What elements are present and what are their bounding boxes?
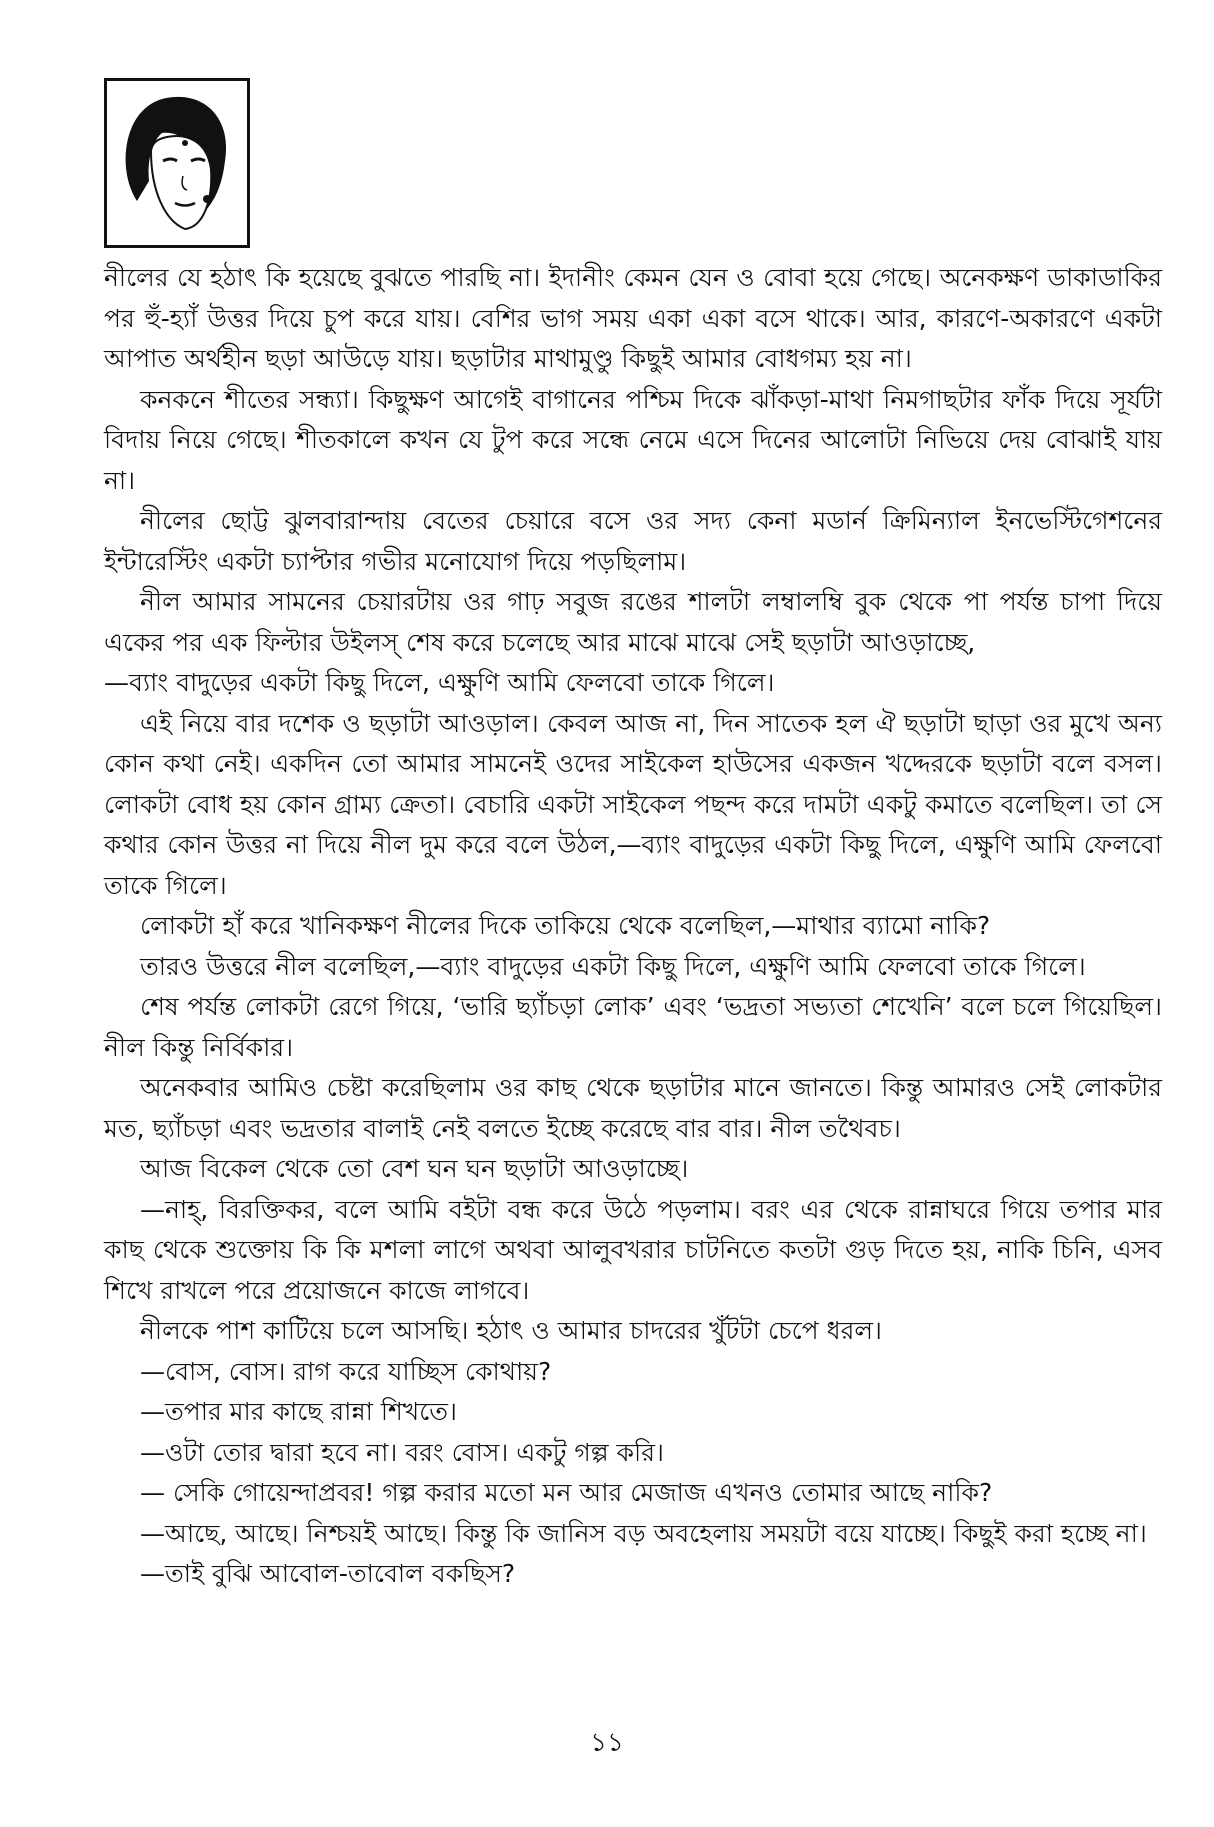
dialogue-line: —বোস, বোস। রাগ করে যাচ্ছিস কোথায়? xyxy=(140,1356,552,1386)
paragraph: তারও উত্তরে নীল বলেছিল,—ব্যাং বাদুড়ের একটা কিছু দিলে, এক্ষুণি আমি ফেলবো তাকে গিলে। xyxy=(140,951,1086,981)
page-number: ১১ xyxy=(590,1728,624,1758)
paragraph: নীল আমার সামনের চেয়ারটায় ওর গাঢ় সবুজ রঙের শালটা লম্বালম্বি বুক থেকে পা পর্যন্ত চাপা দিয়ে একের পর এক ফিল্টার উইলস্ শেষ করে চলেছে আর মাঝে মাঝে সেই ছড়াটা আওড়াচ্ছে, xyxy=(104,587,1162,657)
story-text xyxy=(104,258,1162,1595)
paragraph: কনকনে শীতের সন্ধ্যা। কিছুক্ষণ আগেই বাগানের পশ্চিম দিকে ঝাঁকড়া-মাথা নিমগাছটার ফাঁক দিয়ে সূর্যটা বিদায় নিয়ে গেছে। শীতকালে কখন যে টুপ করে সন্ধে নেমে এসে দিনের আলোটা নিভিয়ে দেয় বোঝাই যায় না। xyxy=(104,384,1162,495)
dialogue-line: — সেকি গোয়েন্দাপ্রবর! গল্প করার মতো মন আর মেজাজ এখনও তোমার আছে নাকি? xyxy=(140,1478,993,1507)
dialogue-line: —তপার মার কাছে রান্না শিখতে। xyxy=(140,1397,457,1426)
woman-face-icon xyxy=(107,81,247,245)
paragraph: এই নিয়ে বার দশেক ও ছড়াটা আওড়াল। কেবল আজ না, দিন সাতেক হল ঐ ছড়াটা ছাড়া ওর মুখে অন্য কোন কথা নেই। একদিন তো আমার সামনেই ওদের সাইকেল হাউসের একজন খদ্দেরকে ছড়াটা বলে বসল। লোকটা বোধ হয় কোন গ্রাম্য ক্রেতা। বেচারি একটা সাইকেল পছন্দ করে দামটা একটু কমাতে বলেছিল। তা সে কথার কোন উত্তর না দিয়ে নীল দুম করে বলে উঠল,—ব্যাং বাদুড়ের একটা কিছু দিলে, এক্ষুণি আমি ফেলবো তাকে গিলে। xyxy=(104,708,1162,900)
paragraph: আজ বিকেল থেকে তো বেশ ঘন ঘন ছড়াটা আওড়াচ্ছে। xyxy=(140,1154,689,1183)
dialogue-line: —আছে, আছে। নিশ্চয়ই আছে। কিন্তু কি জানিস বড় অবহেলায় সময়টা বয়ে যাচ্ছে। কিছুই করা হচ্ছে না। xyxy=(140,1518,1147,1548)
paragraph: শেষ পর্যন্ত লোকটা রেগে গিয়ে, ‘ভারি ছ্যাঁচড়া লোক’ এবং ‘ভদ্রতা সভ্যতা শেখেনি’ বলে চলে গিয়েছিল। নীল কিন্তু নির্বিকার। xyxy=(104,992,1162,1062)
paragraph: অনেকবার আমিও চেষ্টা করেছিলাম ওর কাছ থেকে ছড়াটার মানে জানতে। কিন্তু আমারও সেই লোকটার মত, ছ্যাঁচড়া এবং ভদ্রতার বালাই নেই বলতে ইচ্ছে করেছে বার বার। নীল তথৈবচ। xyxy=(104,1073,1162,1143)
dialogue-line: —ওটা তোর দ্বারা হবে না। বরং বোস। একটু গল্প করি। xyxy=(140,1437,664,1467)
woman-portrait-illustration xyxy=(104,78,250,248)
paragraph: লোকটা হাঁ করে খানিকক্ষণ নীলের দিকে তাকিয়ে থেকে বলেছিল,—মাথার ব্যামো নাকি? xyxy=(140,911,991,940)
paragraph: —নাহ্, বিরক্তিকর, বলে আমি বইটা বন্ধ করে উঠে পড়লাম। বরং এর থেকে রান্নাঘরে গিয়ে তপার মার কাছ থেকে শুক্তোয় কি কি মশলা লাগে অথবা আলুবখরার চাটনিতে কতটা গুড় দিতে হয়, নাকি চিনি, এসব শিখে রাখলে পরে প্রয়োজনে কাজে লাগবে। xyxy=(104,1194,1162,1305)
rhyme-line: —ব্যাং বাদুড়ের একটা কিছু দিলে, এক্ষুণি আমি ফেলবো তাকে গিলে। xyxy=(104,668,775,697)
paragraph: নীলের যে হঠাৎ কি হয়েছে বুঝতে পারছি না। ইদানীং কেমন যেন ও বোবা হয়ে গেছে। অনেকক্ষণ ডাকাডাকির পর হুঁ-হ্যাঁ উত্তর দিয়ে চুপ করে যায়। বেশির ভাগ সময় একা একা বসে থাকে। আর, কারণে-অকারণে একটা আপাত অর্থহীন ছড়া আউড়ে যায়। ছড়াটার মাথামুণ্ডু কিছুই আমার বোধগম্য হয় না। xyxy=(104,263,1162,373)
dialogue-line: —তাই বুঝি আবোল-তাবোল বকছিস? xyxy=(140,1559,516,1588)
paragraph: নীলের ছোট্ট ঝুলবারান্দায় বেতের চেয়ারে বসে ওর সদ্য কেনা মডার্ন ক্রিমিন্যাল ইনভেস্টিগেশনের ইন্টারেস্টিং একটা চ্যাপ্টার গভীর মনোযোগ দিয়ে পড়ছিলাম। xyxy=(104,506,1162,576)
paragraph: নীলকে পাশ কাটিয়ে চলে আসছি। হঠাৎ ও আমার চাদরের খুঁটটা চেপে ধরল। xyxy=(140,1316,882,1345)
